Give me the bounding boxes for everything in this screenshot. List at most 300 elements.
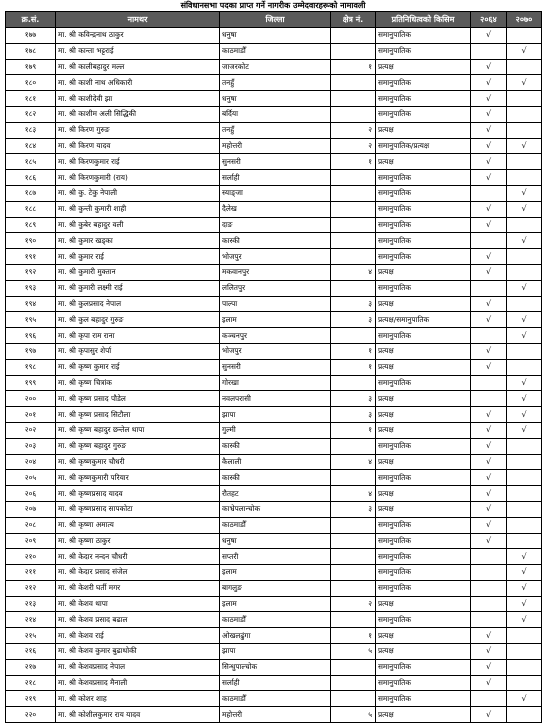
cell-2070 bbox=[507, 280, 542, 296]
cell-2070 bbox=[507, 217, 542, 233]
cell-district: काभ्रेपलान्चोक bbox=[220, 501, 331, 517]
cell-2070 bbox=[507, 691, 542, 707]
cell-name: मा. श्री केशरी घर्ती मगर bbox=[56, 580, 220, 596]
cell-2070 bbox=[507, 565, 542, 581]
table-row bbox=[6, 438, 542, 454]
cell-serial: १८६ bbox=[6, 170, 56, 186]
cell-district: महोत्तरी bbox=[220, 138, 331, 154]
cell-2070 bbox=[507, 170, 542, 186]
cell-serial: १९० bbox=[6, 233, 56, 249]
cell-area bbox=[331, 75, 376, 91]
page-title: संविधानसभा पदका प्राप्त गर्ने नागरीक उम्मेदवारहरूको नामावली bbox=[180, 1, 366, 10]
cell-district: बर्दिया bbox=[220, 106, 331, 122]
table-row bbox=[6, 486, 542, 502]
table-row bbox=[6, 707, 542, 723]
table-row bbox=[6, 264, 542, 280]
cell-2070 bbox=[507, 580, 542, 596]
cell-representation: प्रत्यक्ष bbox=[376, 644, 471, 660]
cell-serial: १८० bbox=[6, 75, 56, 91]
cell-name: मा. श्री कुल बहादुर गुरुङ bbox=[56, 312, 220, 328]
cell-name: मा. श्री कृष्ण बहादुर छन्तेल थापा bbox=[56, 422, 220, 438]
check-mark-icon: √ bbox=[521, 283, 527, 293]
cell-2064 bbox=[471, 580, 507, 596]
cell-district: बागलुङ bbox=[220, 580, 331, 596]
check-mark-icon: √ bbox=[485, 409, 492, 419]
cell-2064 bbox=[471, 328, 507, 344]
cell-area: ३ bbox=[331, 501, 376, 517]
cell-district: कैलाली bbox=[220, 454, 331, 470]
cell-area: ३ bbox=[331, 312, 376, 328]
cell-2064 bbox=[471, 264, 507, 280]
check-mark-icon: √ bbox=[521, 599, 527, 609]
table-row bbox=[6, 91, 542, 107]
cell-area: १ bbox=[331, 343, 376, 359]
check-mark-icon: √ bbox=[485, 93, 492, 103]
check-mark-icon: √ bbox=[521, 314, 527, 324]
cell-representation: समानुपातिक bbox=[376, 612, 471, 628]
cell-2070 bbox=[507, 28, 542, 44]
cell-area bbox=[331, 106, 376, 122]
cell-2070 bbox=[507, 359, 542, 375]
cell-serial: १९१ bbox=[6, 249, 56, 265]
cell-serial: १७८ bbox=[6, 43, 56, 59]
table-row bbox=[6, 517, 542, 533]
cell-district: सुनसरी bbox=[220, 359, 331, 375]
check-mark-icon: √ bbox=[485, 109, 492, 119]
table-row bbox=[6, 217, 542, 233]
cell-2064 bbox=[471, 422, 507, 438]
cell-serial: २१४ bbox=[6, 612, 56, 628]
check-mark-icon: √ bbox=[485, 77, 492, 87]
cell-2064 bbox=[471, 43, 507, 59]
cell-name: मा. श्री काशी नाथ अधिकारी bbox=[56, 75, 220, 91]
cell-name: मा. श्री केदार प्रसाद संजेल bbox=[56, 565, 220, 581]
cell-2064 bbox=[471, 217, 507, 233]
cell-2064 bbox=[471, 343, 507, 359]
cell-area: ५ bbox=[331, 644, 376, 660]
cell-serial: १८७ bbox=[6, 185, 56, 201]
check-mark-icon: √ bbox=[521, 409, 527, 419]
cell-serial: २०१ bbox=[6, 407, 56, 423]
cell-name: मा. श्री कोशर शाह bbox=[56, 691, 220, 707]
cell-2070 bbox=[507, 312, 542, 328]
cell-district: धनुषा bbox=[220, 28, 331, 44]
check-mark-icon: √ bbox=[485, 140, 492, 150]
cell-name: मा. श्री कान्ता भट्टराई bbox=[56, 43, 220, 59]
cell-district: कास्की bbox=[220, 470, 331, 486]
cell-district: सर्लाही bbox=[220, 170, 331, 186]
cell-representation: प्रत्यक्ष bbox=[376, 359, 471, 375]
cell-serial: २०० bbox=[6, 391, 56, 407]
cell-area: १ bbox=[331, 422, 376, 438]
cell-2070 bbox=[507, 154, 542, 170]
cell-name: मा. श्री काशीम अली सिद्धिकी bbox=[56, 106, 220, 122]
cell-representation: समानुपातिक bbox=[376, 517, 471, 533]
cell-representation: प्रत्यक्ष bbox=[376, 343, 471, 359]
cell-area bbox=[331, 533, 376, 549]
cell-serial: २०७ bbox=[6, 501, 56, 517]
cell-name: मा. श्री केशव राई bbox=[56, 628, 220, 644]
cell-2064 bbox=[471, 628, 507, 644]
cell-area bbox=[331, 28, 376, 44]
cell-serial: १८१ bbox=[6, 91, 56, 107]
cell-area bbox=[331, 217, 376, 233]
header-2064: २०६४ bbox=[471, 12, 507, 28]
cell-district: दैलेख bbox=[220, 201, 331, 217]
cell-serial: १९३ bbox=[6, 280, 56, 296]
check-mark-icon: √ bbox=[485, 346, 492, 356]
cell-name: मा. श्री कृष्ण प्रसाद सिटौला bbox=[56, 407, 220, 423]
cell-serial: २१८ bbox=[6, 675, 56, 691]
cell-2070 bbox=[507, 343, 542, 359]
cell-2070 bbox=[507, 296, 542, 312]
cell-representation: प्रत्यक्ष bbox=[376, 154, 471, 170]
cell-2064 bbox=[471, 312, 507, 328]
cell-representation: समानुपातिक bbox=[376, 249, 471, 265]
cell-name: मा. श्री कृष्ण प्रसाद पौडेल bbox=[56, 391, 220, 407]
table-row bbox=[6, 596, 542, 612]
cell-name: मा. श्री कृष्ण बहादुर गुरुङ bbox=[56, 438, 220, 454]
cell-district: इलाम bbox=[220, 565, 331, 581]
cell-2070 bbox=[507, 422, 542, 438]
cell-2070 bbox=[507, 264, 542, 280]
check-mark-icon: √ bbox=[521, 235, 527, 245]
cell-area: ४ bbox=[331, 486, 376, 502]
check-mark-icon: √ bbox=[521, 140, 527, 150]
cell-district: झापा bbox=[220, 407, 331, 423]
check-mark-icon: √ bbox=[521, 204, 527, 214]
cell-area: २ bbox=[331, 122, 376, 138]
cell-2064 bbox=[471, 707, 507, 723]
check-mark-icon: √ bbox=[485, 125, 492, 135]
cell-2064 bbox=[471, 201, 507, 217]
cell-district: महोत्तरी bbox=[220, 707, 331, 723]
check-mark-icon: √ bbox=[485, 472, 492, 482]
cell-serial: २०८ bbox=[6, 517, 56, 533]
cell-district: सर्लाही bbox=[220, 675, 331, 691]
cell-district: तनहुँ bbox=[220, 122, 331, 138]
cell-area: ४ bbox=[331, 454, 376, 470]
table-row bbox=[6, 675, 542, 691]
cell-name: मा. श्री कुमारी लक्ष्मी राई bbox=[56, 280, 220, 296]
cell-district: झापा bbox=[220, 644, 331, 660]
cell-2070 bbox=[507, 501, 542, 517]
table-row bbox=[6, 612, 542, 628]
cell-2070 bbox=[507, 470, 542, 486]
cell-representation: प्रत्यक्ष bbox=[376, 707, 471, 723]
cell-representation: समानुपातिक bbox=[376, 580, 471, 596]
cell-district: काठमाडौँ bbox=[220, 691, 331, 707]
cell-2070 bbox=[507, 407, 542, 423]
table-row bbox=[6, 154, 542, 170]
check-mark-icon: √ bbox=[521, 393, 527, 403]
cell-district: सप्तरी bbox=[220, 549, 331, 565]
cell-area bbox=[331, 691, 376, 707]
cell-2070 bbox=[507, 122, 542, 138]
cell-name: मा. श्री कृष्णप्रसाद सापकोटा bbox=[56, 501, 220, 517]
cell-representation: समानुपातिक bbox=[376, 217, 471, 233]
cell-2064 bbox=[471, 644, 507, 660]
cell-serial: २०५ bbox=[6, 470, 56, 486]
table-row bbox=[6, 580, 542, 596]
cell-name: मा. श्री कुबेर बहादुर वली bbox=[56, 217, 220, 233]
table-row bbox=[6, 501, 542, 517]
cell-area bbox=[331, 470, 376, 486]
cell-2064 bbox=[471, 565, 507, 581]
cell-serial: १८४ bbox=[6, 138, 56, 154]
cell-representation: प्रत्यक्ष bbox=[376, 628, 471, 644]
table-row bbox=[6, 375, 542, 391]
cell-serial: १७९ bbox=[6, 59, 56, 75]
cell-name: मा. श्री केशवप्रसाद मैनाली bbox=[56, 675, 220, 691]
cell-name: मा. श्री कृष्ण कुमार राई bbox=[56, 359, 220, 375]
cell-serial: १८२ bbox=[6, 106, 56, 122]
cell-2070 bbox=[507, 75, 542, 91]
cell-name: मा. श्री कृष्णा अमात्य bbox=[56, 517, 220, 533]
cell-representation: प्रत्यक्ष bbox=[376, 501, 471, 517]
cell-2064 bbox=[471, 501, 507, 517]
cell-2070 bbox=[507, 659, 542, 675]
cell-representation: समानुपातिक bbox=[376, 328, 471, 344]
cell-representation: समानुपातिक/प्रत्यक्ष bbox=[376, 138, 471, 154]
cell-2070 bbox=[507, 612, 542, 628]
check-mark-icon: √ bbox=[521, 567, 527, 577]
cell-name: मा. श्री केशव कुमार बुढाथोकी bbox=[56, 644, 220, 660]
cell-2064 bbox=[471, 91, 507, 107]
cell-2070 bbox=[507, 628, 542, 644]
cell-name: मा. श्री किरण यादव bbox=[56, 138, 220, 154]
cell-representation: समानुपातिक bbox=[376, 91, 471, 107]
cell-area bbox=[331, 43, 376, 59]
cell-2064 bbox=[471, 233, 507, 249]
cell-representation: समानुपातिक bbox=[376, 549, 471, 565]
cell-2064 bbox=[471, 138, 507, 154]
cell-2064 bbox=[471, 185, 507, 201]
cell-district: कञ्चनपुर bbox=[220, 328, 331, 344]
check-mark-icon: √ bbox=[521, 188, 527, 198]
cell-name: मा. श्री कृष्णकुमारी परियार bbox=[56, 470, 220, 486]
cell-serial: २०४ bbox=[6, 454, 56, 470]
table-row bbox=[6, 59, 542, 75]
check-mark-icon: √ bbox=[521, 330, 527, 340]
cell-2064 bbox=[471, 280, 507, 296]
cell-district: भोजपुर bbox=[220, 343, 331, 359]
cell-2070 bbox=[507, 454, 542, 470]
check-mark-icon: √ bbox=[521, 583, 527, 593]
cell-2070 bbox=[507, 596, 542, 612]
cell-area: ३ bbox=[331, 407, 376, 423]
cell-representation: प्रत्यक्ष bbox=[376, 486, 471, 502]
cell-serial: १८५ bbox=[6, 154, 56, 170]
cell-2070 bbox=[507, 249, 542, 265]
cell-area: १ bbox=[331, 628, 376, 644]
cell-district: ललितपुर bbox=[220, 280, 331, 296]
table-row bbox=[6, 470, 542, 486]
cell-name: मा. श्री कृष्णप्रसाद यादव bbox=[56, 486, 220, 502]
cell-2064 bbox=[471, 517, 507, 533]
cell-area bbox=[331, 612, 376, 628]
check-mark-icon: √ bbox=[485, 488, 492, 498]
cell-2064 bbox=[471, 359, 507, 375]
cell-area bbox=[331, 233, 376, 249]
cell-2064 bbox=[471, 486, 507, 502]
cell-2064 bbox=[471, 296, 507, 312]
cell-2064 bbox=[471, 249, 507, 265]
cell-district: सुनसरी bbox=[220, 154, 331, 170]
cell-2070 bbox=[507, 675, 542, 691]
cell-serial: १९२ bbox=[6, 264, 56, 280]
cell-serial: २०२ bbox=[6, 422, 56, 438]
table-row bbox=[6, 691, 542, 707]
check-mark-icon: √ bbox=[485, 709, 492, 719]
cell-name: मा. श्री किरणकुमार राई bbox=[56, 154, 220, 170]
header-name: नामथर bbox=[56, 12, 220, 28]
table-row bbox=[6, 28, 542, 44]
header-serial: क्र.सं. bbox=[6, 12, 56, 28]
cell-serial: २०९ bbox=[6, 533, 56, 549]
cell-name: मा. श्री कुमारी मुक्तान bbox=[56, 264, 220, 280]
cell-representation: समानुपातिक bbox=[376, 185, 471, 201]
cell-area bbox=[331, 185, 376, 201]
cell-2064 bbox=[471, 407, 507, 423]
cell-2064 bbox=[471, 612, 507, 628]
cell-2064 bbox=[471, 75, 507, 91]
table-row bbox=[6, 201, 542, 217]
table-row bbox=[6, 122, 542, 138]
cell-serial: १८८ bbox=[6, 201, 56, 217]
cell-area: ४ bbox=[331, 264, 376, 280]
cell-representation: प्रत्यक्ष bbox=[376, 59, 471, 75]
cell-serial: १९९ bbox=[6, 375, 56, 391]
cell-serial: १७७ bbox=[6, 28, 56, 44]
cell-district: सिन्धुपाल्चोक bbox=[220, 659, 331, 675]
cell-name: मा. श्री कुलप्रसाद नेपाल bbox=[56, 296, 220, 312]
cell-2070 bbox=[507, 328, 542, 344]
cell-area bbox=[331, 328, 376, 344]
check-mark-icon: √ bbox=[521, 425, 527, 435]
cell-serial: १९४ bbox=[6, 296, 56, 312]
cell-serial: २१३ bbox=[6, 596, 56, 612]
cell-representation: समानुपातिक bbox=[376, 170, 471, 186]
cell-area: १ bbox=[331, 59, 376, 75]
check-mark-icon: √ bbox=[485, 172, 492, 182]
cell-representation: समानुपातिक bbox=[376, 28, 471, 44]
cell-district: स्याङ्जा bbox=[220, 185, 331, 201]
cell-name: मा. श्री केशव प्रसाद बढाल bbox=[56, 612, 220, 628]
table-row bbox=[6, 328, 542, 344]
cell-area bbox=[331, 549, 376, 565]
cell-area bbox=[331, 249, 376, 265]
cell-name: मा. श्री काशीदेवी झा bbox=[56, 91, 220, 107]
cell-2070 bbox=[507, 644, 542, 660]
cell-representation: प्रत्यक्ष bbox=[376, 296, 471, 312]
cell-representation: समानुपातिक bbox=[376, 280, 471, 296]
cell-2064 bbox=[471, 154, 507, 170]
cell-district: धनुषा bbox=[220, 533, 331, 549]
cell-area: ५ bbox=[331, 707, 376, 723]
cell-name: मा. श्री कुमार खड्का bbox=[56, 233, 220, 249]
check-mark-icon: √ bbox=[521, 46, 527, 56]
cell-serial: २१९ bbox=[6, 691, 56, 707]
check-mark-icon: √ bbox=[485, 314, 492, 324]
cell-serial: २०६ bbox=[6, 486, 56, 502]
table-row bbox=[6, 185, 542, 201]
cell-district: काठमाडौँ bbox=[220, 43, 331, 59]
check-mark-icon: √ bbox=[485, 646, 492, 656]
table-row bbox=[6, 280, 542, 296]
cell-representation: प्रत्यक्ष bbox=[376, 407, 471, 423]
cell-name: मा. श्री कालीबहादुर मल्ल bbox=[56, 59, 220, 75]
cell-2070 bbox=[507, 391, 542, 407]
cell-2064 bbox=[471, 549, 507, 565]
cell-representation: समानुपातिक bbox=[376, 201, 471, 217]
cell-2064 bbox=[471, 438, 507, 454]
cell-district: मकवानपुर bbox=[220, 264, 331, 280]
cell-serial: २१२ bbox=[6, 580, 56, 596]
cell-2064 bbox=[471, 691, 507, 707]
check-mark-icon: √ bbox=[485, 425, 492, 435]
cell-area: ३ bbox=[331, 296, 376, 312]
cell-name: मा. श्री कोशीलकुमार राय यादव bbox=[56, 707, 220, 723]
cell-area: १ bbox=[331, 359, 376, 375]
check-mark-icon: √ bbox=[485, 251, 492, 261]
cell-name: मा. श्री कुमार राई bbox=[56, 249, 220, 265]
cell-area bbox=[331, 565, 376, 581]
cell-district: नवलपरासी bbox=[220, 391, 331, 407]
cell-serial: २११ bbox=[6, 565, 56, 581]
cell-representation: समानुपातिक bbox=[376, 533, 471, 549]
cell-representation: प्रत्यक्ष bbox=[376, 122, 471, 138]
check-mark-icon: √ bbox=[485, 30, 492, 40]
cell-district: पाल्पा bbox=[220, 296, 331, 312]
cell-serial: १९६ bbox=[6, 328, 56, 344]
cell-2064 bbox=[471, 375, 507, 391]
cell-district: जाजरकोट bbox=[220, 59, 331, 75]
header-area: क्षेत्र नं. bbox=[331, 12, 376, 28]
cell-name: मा. श्री कृष्णा ठाकुर bbox=[56, 533, 220, 549]
check-mark-icon: √ bbox=[485, 662, 492, 672]
table-row bbox=[6, 343, 542, 359]
cell-serial: २१६ bbox=[6, 644, 56, 660]
cell-2070 bbox=[507, 43, 542, 59]
cell-2070 bbox=[507, 106, 542, 122]
cell-district: काठमाडौँ bbox=[220, 612, 331, 628]
cell-area bbox=[331, 170, 376, 186]
header-2070: २०७० bbox=[507, 12, 542, 28]
table-row bbox=[6, 75, 542, 91]
cell-2070 bbox=[507, 549, 542, 565]
cell-district: दाङ bbox=[220, 217, 331, 233]
cell-representation: समानुपातिक bbox=[376, 691, 471, 707]
table-row bbox=[6, 628, 542, 644]
cell-representation: समानुपातिक bbox=[376, 233, 471, 249]
check-mark-icon: √ bbox=[485, 535, 492, 545]
table-row bbox=[6, 407, 542, 423]
cell-representation: समानुपातिक bbox=[376, 470, 471, 486]
cell-area bbox=[331, 438, 376, 454]
check-mark-icon: √ bbox=[485, 362, 492, 372]
cell-name: मा. श्री कृपासुर शेर्पा bbox=[56, 343, 220, 359]
check-mark-icon: √ bbox=[521, 377, 527, 387]
cell-district: गोरखा bbox=[220, 375, 331, 391]
cell-district: भोजपुर bbox=[220, 249, 331, 265]
cell-2070 bbox=[507, 707, 542, 723]
cell-district: तनहुँ bbox=[220, 75, 331, 91]
cell-name: मा. श्री कृपा राम राना bbox=[56, 328, 220, 344]
cell-2070 bbox=[507, 533, 542, 549]
cell-name: मा. श्री किरण गुरुङ bbox=[56, 122, 220, 138]
table-row bbox=[6, 391, 542, 407]
